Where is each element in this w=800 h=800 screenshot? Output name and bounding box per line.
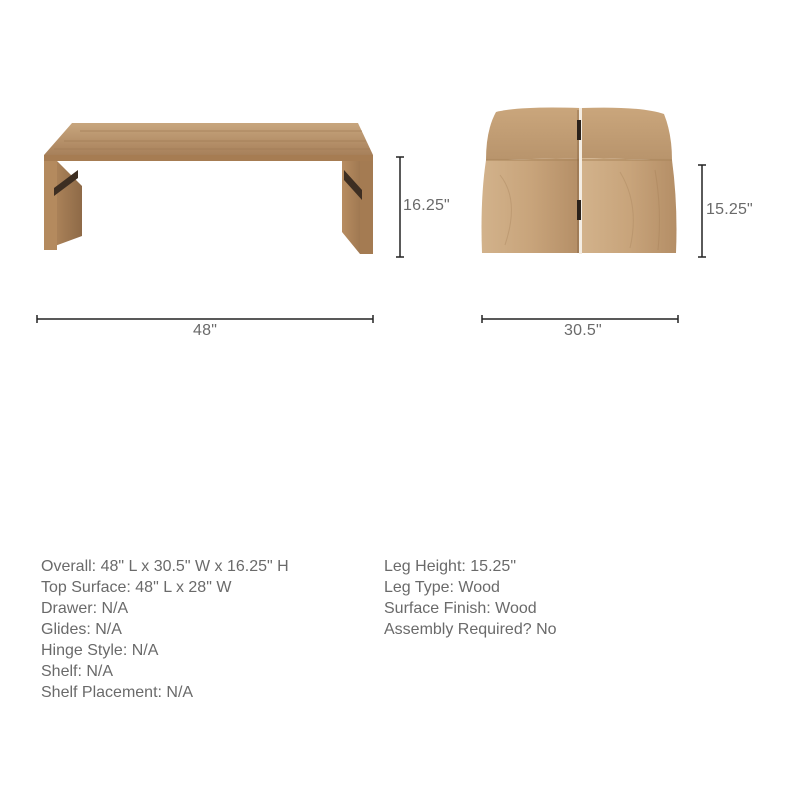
spec-surface-finish: Surface Finish: Wood bbox=[384, 600, 537, 617]
spec-drawer: Drawer: N/A bbox=[41, 600, 129, 617]
table-top-surface bbox=[44, 123, 373, 155]
spec-overall: Overall: 48" L x 30.5" W x 16.25" H bbox=[41, 558, 289, 575]
table-front-edge bbox=[44, 155, 373, 161]
front-width-label: 48" bbox=[193, 322, 218, 339]
side-bracket-top bbox=[577, 120, 581, 140]
spec-assembly-required: Assembly Required? No bbox=[384, 621, 557, 638]
spec-glides: Glides: N/A bbox=[41, 621, 122, 638]
side-view-table-image bbox=[482, 108, 677, 255]
front-height-label: 16.25" bbox=[403, 197, 450, 214]
spec-top-surface: Top Surface: 48" L x 28" W bbox=[41, 579, 232, 596]
side-width-label: 30.5" bbox=[564, 322, 602, 339]
product-dimension-diagram bbox=[0, 0, 800, 360]
side-height-dimension bbox=[698, 165, 706, 257]
specs-list-right bbox=[384, 556, 557, 640]
spec-shelf-placement: Shelf Placement: N/A bbox=[41, 684, 194, 701]
side-height-label: 15.25" bbox=[706, 201, 753, 218]
spec-leg-height: Leg Height: 15.25" bbox=[384, 558, 516, 575]
spec-leg-type: Leg Type: Wood bbox=[384, 579, 500, 596]
front-view-table-image bbox=[44, 123, 373, 254]
specs-list-left bbox=[41, 556, 289, 703]
spec-shelf: Shelf: N/A bbox=[41, 663, 114, 680]
diagram-canvas bbox=[0, 0, 800, 360]
side-bracket-bottom bbox=[577, 200, 581, 220]
spec-hinge-style: Hinge Style: N/A bbox=[41, 642, 159, 659]
